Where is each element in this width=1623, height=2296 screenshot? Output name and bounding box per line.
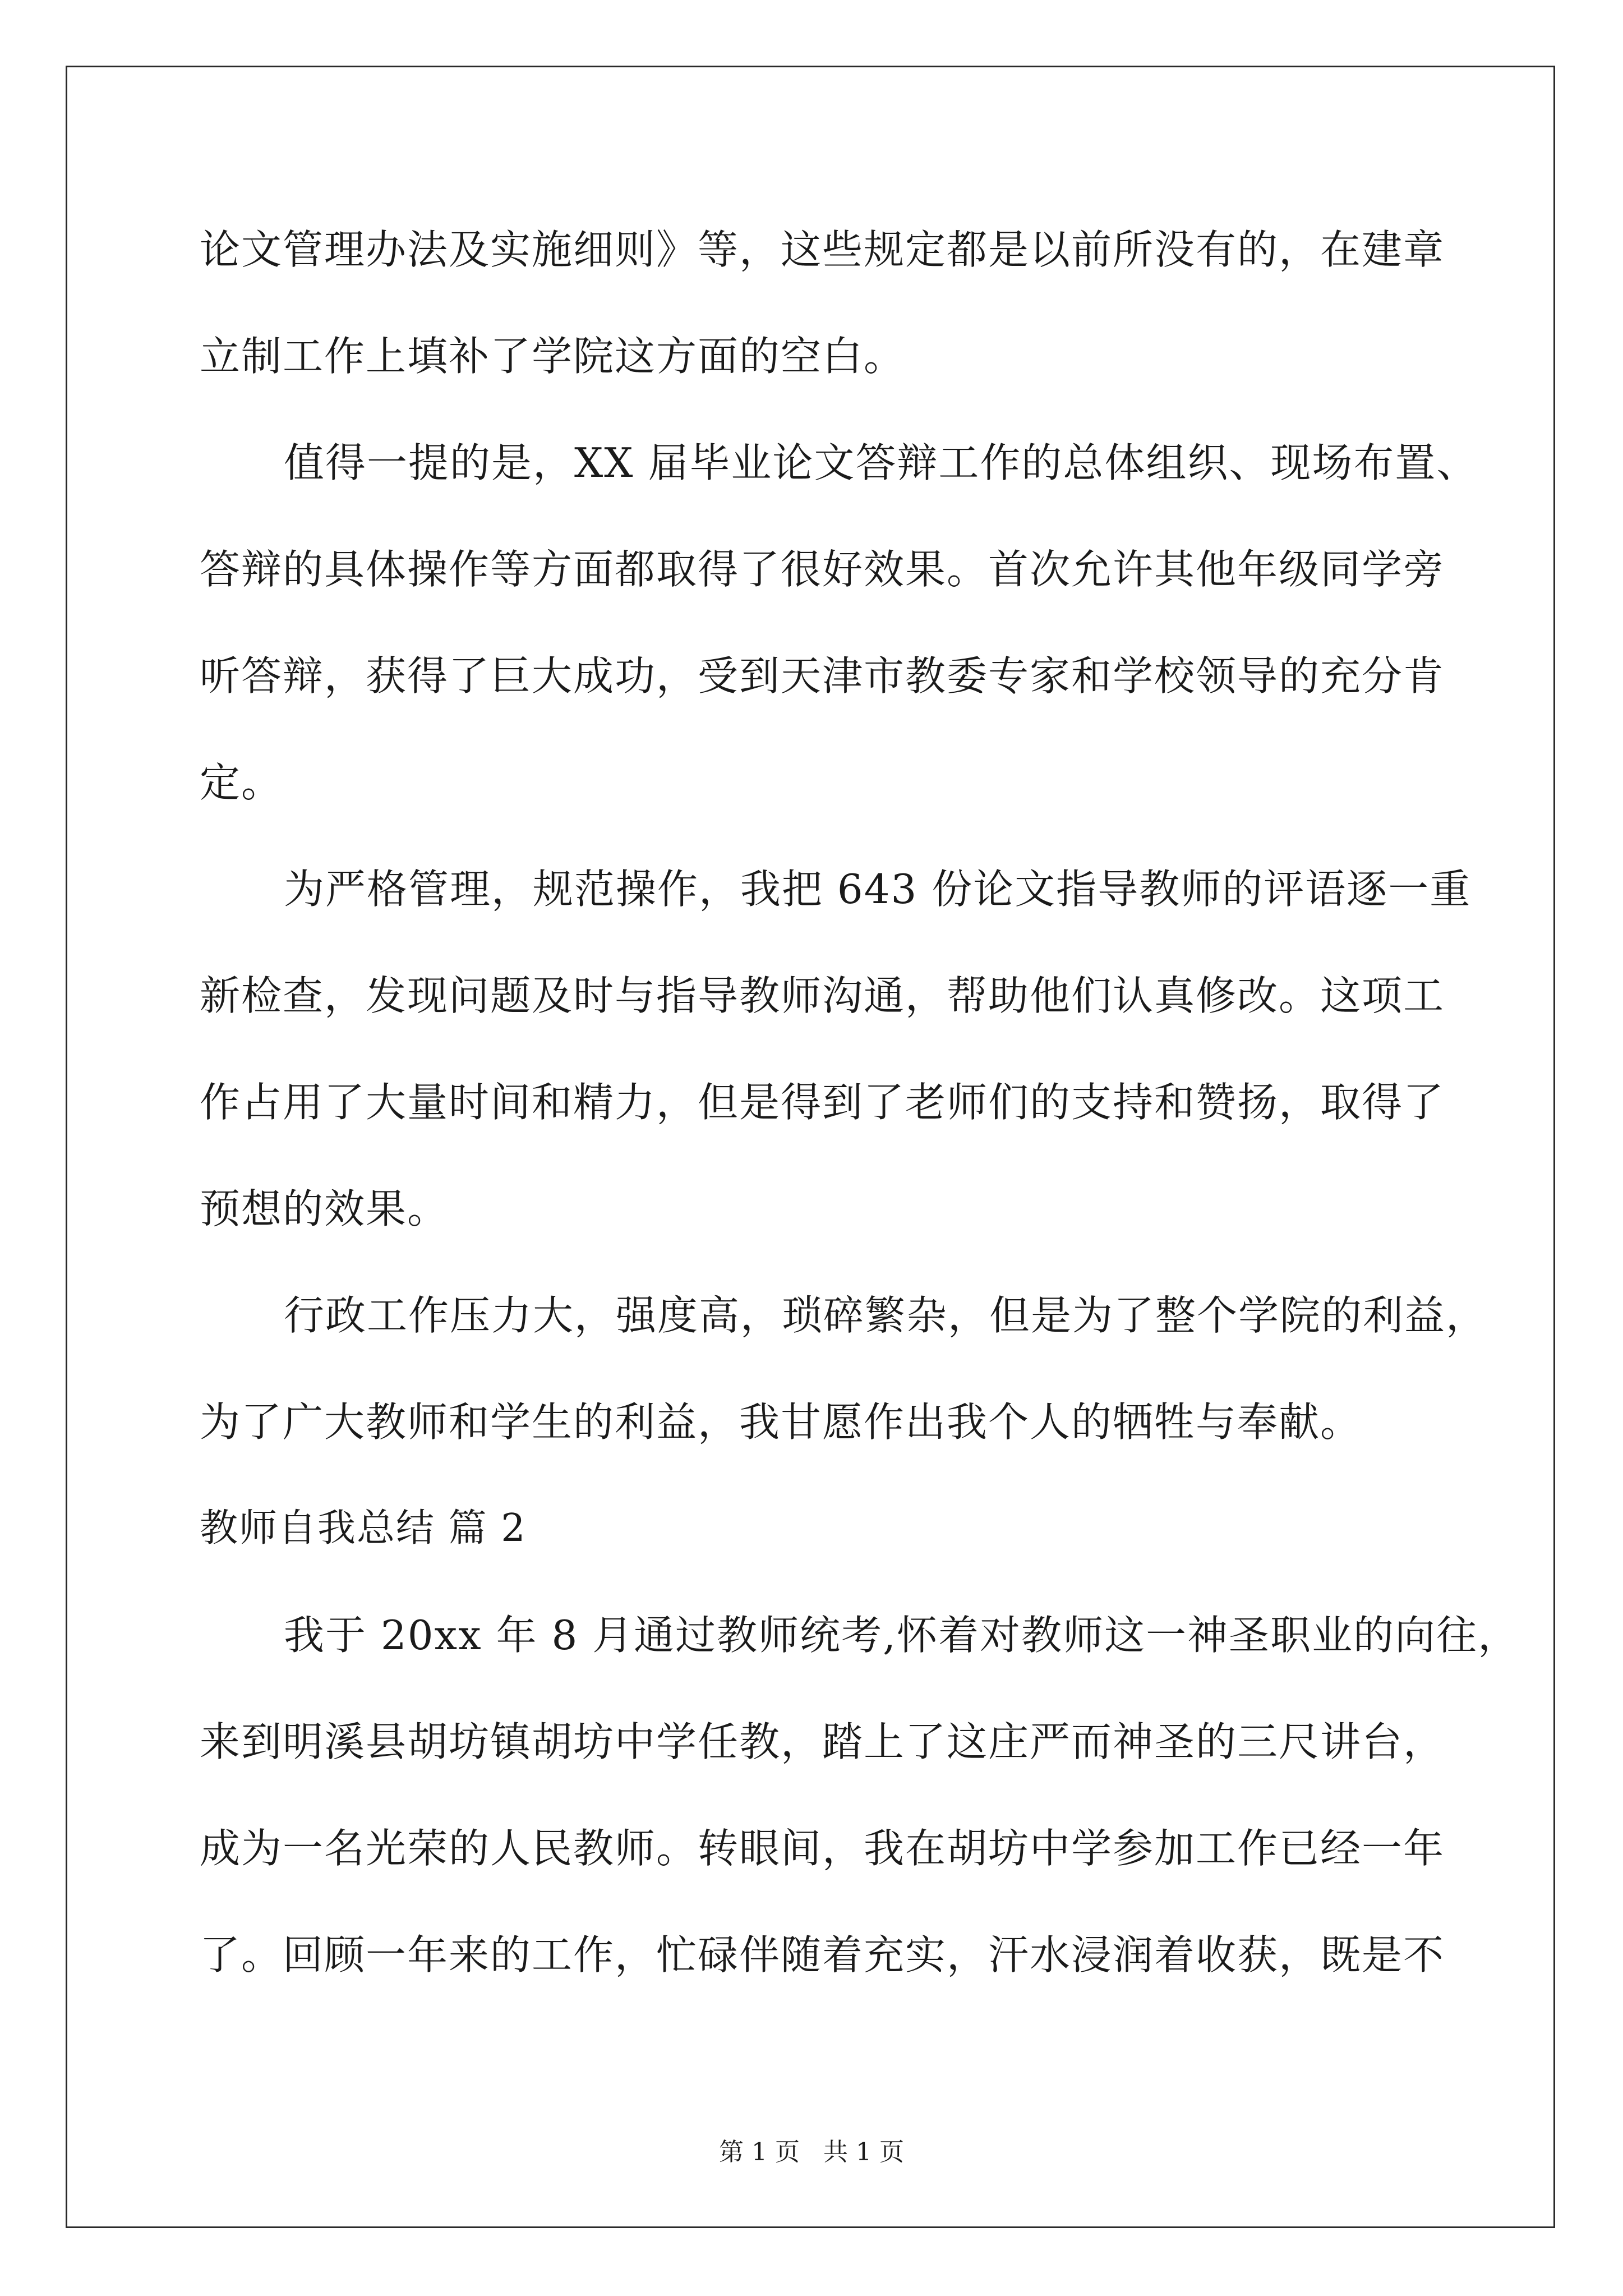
paragraph-line: 作占用了大量时间和精力，但是得到了老师们的支持和赞扬，取得了 xyxy=(200,1079,1445,1126)
paragraph-line: 行政工作压力大，强度高，琐碎繁杂，但是为了整个学院的利益， xyxy=(284,1292,1488,1339)
paragraph-line: 答辩的具体操作等方面都取得了很好效果。首次允许其他年级同学旁 xyxy=(200,546,1445,593)
page-total: 共 1 页 xyxy=(823,2138,904,2166)
paragraph-line: 定。 xyxy=(200,759,283,806)
paragraph-line: 新检查，发现问题及时与指导教师沟通，帮助他们认真修改。这项工 xyxy=(200,972,1445,1019)
paragraph-line: 我于 20xx 年 8 月通过教师统考,怀着对教师这一神圣职业的向往， xyxy=(284,1612,1520,1659)
paragraph-line: 为了广大教师和学生的利益，我甘愿作出我个人的牺牲与奉献。 xyxy=(200,1398,1362,1446)
document-body xyxy=(200,213,1520,2025)
paragraph-line: 听答辩，获得了巨大成功，受到天津市教委专家和学校领导的充分肯 xyxy=(200,652,1445,700)
paragraph-line: 为严格管理，规范操作，我把 643 份论文指导教师的评语逐一重 xyxy=(284,866,1472,913)
paragraph-line: 来到明溪县胡坊镇胡坊中学任教，踏上了这庄严而神圣的三尺讲台， xyxy=(200,1718,1445,1765)
paragraph-line: 预想的效果。 xyxy=(200,1185,449,1232)
paragraph-line: 了。回顾一年来的工作，忙碌伴随着充实，汗水浸润着收获，既是不 xyxy=(200,1931,1445,1978)
paragraph-line: 立制工作上填补了学院这方面的空白。 xyxy=(200,333,906,380)
page-number: 第 1 页 xyxy=(719,2138,800,2166)
paragraph-line: 成为一名光荣的人民教师。转眼间，我在胡坊中学参加工作已经一年 xyxy=(200,1825,1445,1872)
paragraph-line: 值得一提的是，XX 届毕业论文答辩工作的总体组织、现场布置、 xyxy=(284,439,1478,486)
section-heading: 教师自我总结 篇 2 xyxy=(200,1506,527,1550)
paragraph-line: 论文管理办法及实施细则》等，这些规定都是以前所没有的，在建章 xyxy=(200,226,1445,273)
page-footer xyxy=(0,2132,1623,2168)
